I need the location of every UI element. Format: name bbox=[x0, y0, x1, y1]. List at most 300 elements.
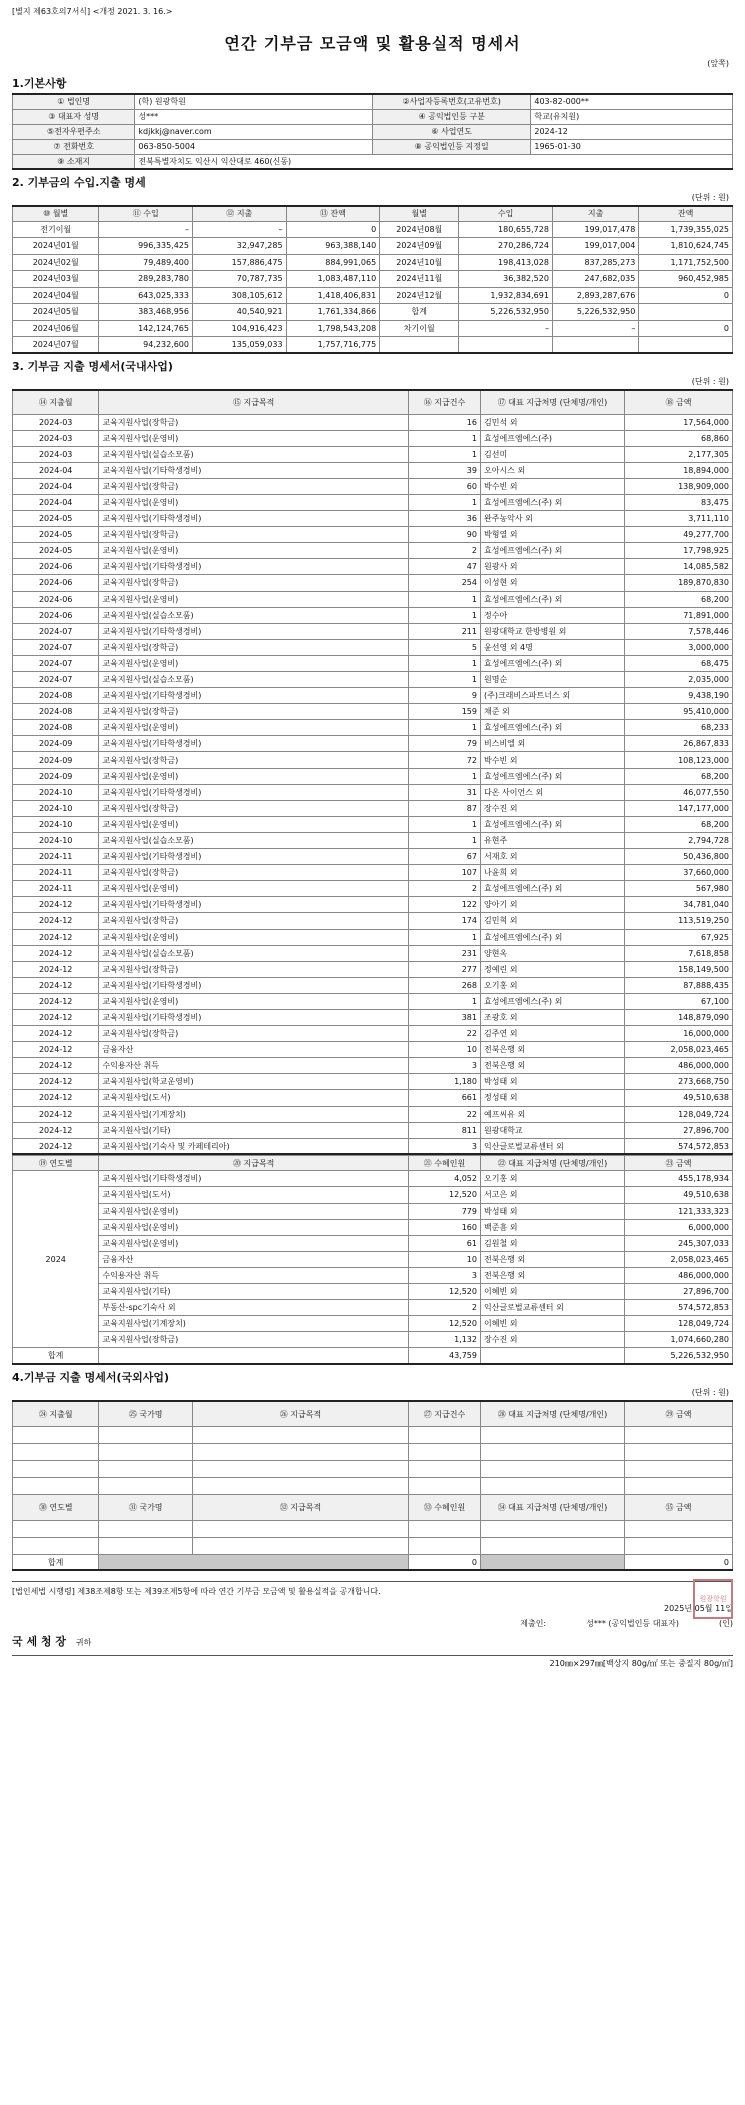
income-header: ⑬ 잔액 bbox=[286, 206, 380, 221]
domestic-month: 2024-12 bbox=[13, 1122, 99, 1138]
domestic-purpose: 교육지원사업(운영비) bbox=[99, 768, 409, 784]
domestic-month: 2024-12 bbox=[13, 929, 99, 945]
summary-payee: 익산글로벌교류센터 외 bbox=[480, 1300, 624, 1316]
summary-header: ㉒ 대표 지급처명 (단체명/개인) bbox=[480, 1156, 624, 1171]
income-month: 2024년11월 bbox=[380, 271, 459, 288]
domestic-payee: 정성태 외 bbox=[480, 1090, 624, 1106]
domestic-count: 47 bbox=[408, 559, 480, 575]
paper-spec: 210㎜×297㎜[백상지 80g/㎡ 또는 중질지 80g/㎡] bbox=[12, 1655, 733, 1669]
domestic-month: 2024-07 bbox=[13, 639, 99, 655]
domestic-payee: 나윤희 외 bbox=[480, 865, 624, 881]
foreign-header: ㉝ 수혜인원 bbox=[408, 1495, 480, 1521]
domestic-month: 2024-08 bbox=[13, 720, 99, 736]
domestic-amount: 273,668,750 bbox=[624, 1074, 732, 1090]
summary-purpose: 부동산-spc기숙사 외 bbox=[99, 1300, 409, 1316]
domestic-row bbox=[13, 688, 733, 704]
signature-mark: (인) bbox=[719, 1618, 733, 1628]
income-month: 2024년09월 bbox=[380, 238, 459, 255]
foreign-empty-cell bbox=[624, 1427, 732, 1444]
domestic-payee: 김선미 bbox=[480, 446, 624, 462]
basic-value: 성*** bbox=[135, 109, 373, 124]
income-value: 1,083,487,110 bbox=[286, 271, 380, 288]
foreign-empty-cell bbox=[624, 1444, 732, 1461]
domestic-header: ⑱ 금액 bbox=[624, 390, 732, 414]
income-value: 94,232,600 bbox=[99, 337, 193, 354]
domestic-amount: 17,798,925 bbox=[624, 543, 732, 559]
income-value: 643,025,333 bbox=[99, 287, 193, 304]
income-row bbox=[13, 254, 733, 271]
income-value: 180,655,728 bbox=[459, 221, 553, 238]
foreign-empty-cell bbox=[408, 1538, 480, 1555]
domestic-month: 2024-05 bbox=[13, 511, 99, 527]
foreign-header: ㉖ 지급목적 bbox=[192, 1401, 408, 1427]
domestic-amount: 27,896,700 bbox=[624, 1122, 732, 1138]
domestic-amount: 68,200 bbox=[624, 816, 732, 832]
domestic-purpose: 교육지원사업(장학금) bbox=[99, 575, 409, 591]
foreign-empty-cell bbox=[480, 1444, 624, 1461]
income-value: 199,017,478 bbox=[552, 221, 638, 238]
domestic-count: 72 bbox=[408, 752, 480, 768]
domestic-month: 2024-06 bbox=[13, 559, 99, 575]
domestic-purpose: 교육지원사업(운영비) bbox=[99, 430, 409, 446]
domestic-amount: 68,200 bbox=[624, 768, 732, 784]
domestic-month: 2024-11 bbox=[13, 849, 99, 865]
foreign-empty-cell bbox=[192, 1427, 408, 1444]
income-row bbox=[13, 304, 733, 321]
domestic-purpose: 교육지원사업(운영비) bbox=[99, 591, 409, 607]
domestic-row bbox=[13, 414, 733, 430]
summary-amount: 27,896,700 bbox=[624, 1283, 732, 1299]
domestic-count: 5 bbox=[408, 639, 480, 655]
domestic-row bbox=[13, 913, 733, 929]
domestic-month: 2024-05 bbox=[13, 543, 99, 559]
domestic-count: 254 bbox=[408, 575, 480, 591]
income-month: 2024년10월 bbox=[380, 254, 459, 271]
domestic-payee: 양현옥 bbox=[480, 945, 624, 961]
domestic-month: 2024-09 bbox=[13, 768, 99, 784]
domestic-count: 1 bbox=[408, 494, 480, 510]
domestic-amount: 574,572,853 bbox=[624, 1138, 732, 1154]
domestic-purpose: 교육지원사업(기타) bbox=[99, 1122, 409, 1138]
domestic-amount: 158,149,500 bbox=[624, 961, 732, 977]
domestic-count: 87 bbox=[408, 800, 480, 816]
footer bbox=[12, 1581, 733, 1669]
domestic-purpose: 교육지원사업(운영비) bbox=[99, 881, 409, 897]
domestic-payee: 정수아 bbox=[480, 607, 624, 623]
summary-payee: 서고은 외 bbox=[480, 1187, 624, 1203]
domestic-month: 2024-10 bbox=[13, 800, 99, 816]
domestic-payee: 박수빈 외 bbox=[480, 752, 624, 768]
domestic-month: 2024-09 bbox=[13, 752, 99, 768]
foreign-empty-row bbox=[13, 1444, 733, 1461]
domestic-month: 2024-12 bbox=[13, 1042, 99, 1058]
income-table bbox=[12, 205, 733, 354]
summary-count: 1,132 bbox=[408, 1332, 480, 1348]
domestic-unit: (단위 : 원) bbox=[691, 377, 729, 386]
domestic-row bbox=[13, 1122, 733, 1138]
foreign-total-blank bbox=[99, 1555, 409, 1570]
domestic-payee: 효성에프엠에스(주) 외 bbox=[480, 655, 624, 671]
domestic-month: 2024-03 bbox=[13, 414, 99, 430]
domestic-month: 2024-04 bbox=[13, 478, 99, 494]
domestic-count: 22 bbox=[408, 1106, 480, 1122]
domestic-purpose: 교육지원사업(기타학생경비) bbox=[99, 849, 409, 865]
domestic-row bbox=[13, 977, 733, 993]
domestic-count: 3 bbox=[408, 1138, 480, 1154]
domestic-payee: 서재호 외 bbox=[480, 849, 624, 865]
summary-payee: 전북은행 외 bbox=[480, 1267, 624, 1283]
domestic-payee: 비스비엘 외 bbox=[480, 736, 624, 752]
summary-amount: 245,307,033 bbox=[624, 1235, 732, 1251]
domestic-amount: 46,077,550 bbox=[624, 784, 732, 800]
domestic-row bbox=[13, 832, 733, 848]
domestic-purpose: 교육지원사업(실습소모품) bbox=[99, 672, 409, 688]
income-value: 157,886,475 bbox=[192, 254, 286, 271]
domestic-month: 2024-12 bbox=[13, 1074, 99, 1090]
summary-row bbox=[13, 1332, 733, 1348]
address-row bbox=[13, 154, 733, 169]
domestic-count: 107 bbox=[408, 865, 480, 881]
domestic-payee: 박수빈 외 bbox=[480, 478, 624, 494]
foreign-empty-cell bbox=[408, 1461, 480, 1478]
summary-payee: 장수진 외 bbox=[480, 1332, 624, 1348]
domestic-payee: 효성에프엠에스(주) 외 bbox=[480, 929, 624, 945]
domestic-count: 1 bbox=[408, 655, 480, 671]
domestic-row bbox=[13, 720, 733, 736]
domestic-row bbox=[13, 639, 733, 655]
income-month: 2024년05월 bbox=[13, 304, 99, 321]
foreign-empty-cell bbox=[192, 1444, 408, 1461]
domestic-payee: 조광호 외 bbox=[480, 1009, 624, 1025]
domestic-payee: 오기홍 외 bbox=[480, 977, 624, 993]
summary-purpose: 교육지원사업(장학금) bbox=[99, 1332, 409, 1348]
domestic-month: 2024-06 bbox=[13, 607, 99, 623]
domestic-row bbox=[13, 575, 733, 591]
foreign-header: ㉙ 금액 bbox=[624, 1401, 732, 1427]
income-value: 1,810,624,745 bbox=[639, 238, 733, 255]
basic-label: ① 법인명 bbox=[13, 94, 135, 109]
foreign-empty-cell bbox=[480, 1478, 624, 1495]
domestic-count: 231 bbox=[408, 945, 480, 961]
domestic-amount: 3,000,000 bbox=[624, 639, 732, 655]
domestic-amount: 189,870,830 bbox=[624, 575, 732, 591]
domestic-row bbox=[13, 1042, 733, 1058]
summary-amount: 121,333,323 bbox=[624, 1203, 732, 1219]
domestic-total-row bbox=[13, 1348, 733, 1364]
domestic-count: 79 bbox=[408, 736, 480, 752]
summary-row bbox=[13, 1283, 733, 1299]
summary-purpose: 교육지원사업(운영비) bbox=[99, 1235, 409, 1251]
domestic-month: 2024-12 bbox=[13, 1138, 99, 1154]
domestic-month: 2024-07 bbox=[13, 655, 99, 671]
summary-purpose: 교육지원사업(운영비) bbox=[99, 1219, 409, 1235]
domestic-month: 2024-12 bbox=[13, 961, 99, 977]
page-side-label: (앞쪽) bbox=[707, 59, 729, 68]
foreign-header: ㉗ 지급건수 bbox=[408, 1401, 480, 1427]
domestic-count: 211 bbox=[408, 623, 480, 639]
foreign-unit: (단위 : 원) bbox=[691, 1387, 729, 1397]
domestic-count: 1 bbox=[408, 672, 480, 688]
section-foreign-heading: 4.기부금 지출 명세서(국외사업) bbox=[12, 1370, 170, 1384]
foreign-empty-cell bbox=[13, 1461, 99, 1478]
domestic-amount: 113,519,250 bbox=[624, 913, 732, 929]
domestic-amount: 87,888,435 bbox=[624, 977, 732, 993]
summary-amount: 1,074,660,280 bbox=[624, 1332, 732, 1348]
domestic-purpose: 교육지원사업(학교운영비) bbox=[99, 1074, 409, 1090]
domestic-purpose: 교육지원사업(기타학생경비) bbox=[99, 462, 409, 478]
domestic-payee: 박형열 외 bbox=[480, 527, 624, 543]
basic-label: ⑦ 전화번호 bbox=[13, 139, 135, 154]
foreign-empty-cell bbox=[13, 1521, 99, 1538]
domestic-row bbox=[13, 1074, 733, 1090]
domestic-amount: 68,475 bbox=[624, 655, 732, 671]
domestic-amount: 486,000,000 bbox=[624, 1058, 732, 1074]
income-empty bbox=[552, 337, 638, 354]
domestic-payee: 익산글로벌교류센터 외 bbox=[480, 1138, 624, 1154]
summary-row bbox=[13, 1316, 733, 1332]
income-value: 837,285,273 bbox=[552, 254, 638, 271]
domestic-payee: 정예린 외 bbox=[480, 961, 624, 977]
foreign-header: ㉕ 국가명 bbox=[99, 1401, 193, 1427]
foreign-empty-cell bbox=[192, 1538, 408, 1555]
income-value: 884,991,065 bbox=[286, 254, 380, 271]
domestic-month: 2024-04 bbox=[13, 462, 99, 478]
basic-label: ③ 대표자 성명 bbox=[13, 109, 135, 124]
domestic-count: 277 bbox=[408, 961, 480, 977]
domestic-payee: 오아시스 외 bbox=[480, 462, 624, 478]
basic-label: ⑥ 사업연도 bbox=[372, 124, 530, 139]
foreign-empty-cell bbox=[408, 1521, 480, 1538]
domestic-payee: 원명순 bbox=[480, 672, 624, 688]
domestic-count: 2 bbox=[408, 881, 480, 897]
income-month: 2024년01월 bbox=[13, 238, 99, 255]
income-value: – bbox=[459, 320, 553, 337]
foreign-empty-cell bbox=[99, 1444, 193, 1461]
domestic-count: 811 bbox=[408, 1122, 480, 1138]
domestic-month: 2024-12 bbox=[13, 945, 99, 961]
foreign-header: ㉘ 대표 지급처명 (단체명/개인) bbox=[480, 1401, 624, 1427]
domestic-purpose: 교육지원사업(운영비) bbox=[99, 543, 409, 559]
income-value: 289,283,780 bbox=[99, 271, 193, 288]
domestic-payee: 효성에프엠에스(주) 외 bbox=[480, 881, 624, 897]
income-row bbox=[13, 287, 733, 304]
foreign-empty-row bbox=[13, 1521, 733, 1538]
summary-count: 12,520 bbox=[408, 1187, 480, 1203]
income-value: 79,489,400 bbox=[99, 254, 193, 271]
income-value: – bbox=[552, 320, 638, 337]
foreign-header: ㉛ 국가명 bbox=[99, 1495, 193, 1521]
income-value: 40,540,921 bbox=[192, 304, 286, 321]
income-value: 142,124,765 bbox=[99, 320, 193, 337]
domestic-count: 90 bbox=[408, 527, 480, 543]
domestic-purpose: 교육지원사업(기타학생경비) bbox=[99, 559, 409, 575]
official-seal-stamp: 원광학원 bbox=[693, 1579, 733, 1619]
basic-value: 학교(유치원) bbox=[531, 109, 733, 124]
domestic-payee: 김민혁 외 bbox=[480, 913, 624, 929]
domestic-purpose: 교육지원사업(장학금) bbox=[99, 800, 409, 816]
domestic-amount: 18,894,000 bbox=[624, 462, 732, 478]
foreign-empty-cell bbox=[13, 1427, 99, 1444]
domestic-purpose: 교육지원사업(기타학생경비) bbox=[99, 623, 409, 639]
domestic-month: 2024-12 bbox=[13, 1009, 99, 1025]
income-value: – bbox=[192, 221, 286, 238]
domestic-row bbox=[13, 865, 733, 881]
summary-row bbox=[13, 1251, 733, 1267]
domestic-purpose: 교육지원사업(장학금) bbox=[99, 752, 409, 768]
domestic-payee: (주)크래비스파트너스 외 bbox=[480, 688, 624, 704]
domestic-amount: 67,925 bbox=[624, 929, 732, 945]
income-unit: (단위 : 원) bbox=[691, 193, 729, 202]
domestic-amount: 34,781,040 bbox=[624, 897, 732, 913]
foreign-empty-cell bbox=[624, 1538, 732, 1555]
domestic-header: ⑮ 지급목적 bbox=[99, 390, 409, 414]
domestic-row bbox=[13, 1106, 733, 1122]
summary-payee: 오기홍 외 bbox=[480, 1171, 624, 1187]
domestic-row bbox=[13, 494, 733, 510]
domestic-total-amount: 5,226,532,950 bbox=[624, 1348, 732, 1364]
domestic-amount: 50,436,800 bbox=[624, 849, 732, 865]
domestic-row bbox=[13, 430, 733, 446]
foreign-total-amount: 0 bbox=[624, 1555, 732, 1570]
basic-value: 403-82-000** bbox=[531, 94, 733, 109]
income-row bbox=[13, 320, 733, 337]
summary-amount: 2,058,023,465 bbox=[624, 1251, 732, 1267]
income-header: ⑫ 지출 bbox=[192, 206, 286, 221]
domestic-payee: 박성태 외 bbox=[480, 1074, 624, 1090]
domestic-payee: 장수진 외 bbox=[480, 800, 624, 816]
domestic-purpose: 금융자산 bbox=[99, 1042, 409, 1058]
domestic-amount: 68,233 bbox=[624, 720, 732, 736]
domestic-purpose: 교육지원사업(장학금) bbox=[99, 1026, 409, 1042]
foreign-total-label: 합계 bbox=[13, 1555, 99, 1570]
summary-row bbox=[13, 1235, 733, 1251]
income-value: 198,413,028 bbox=[459, 254, 553, 271]
summary-header: ㉑ 수혜인원 bbox=[408, 1156, 480, 1171]
domestic-payee: 양아기 외 bbox=[480, 897, 624, 913]
foreign-header: ㉟ 금액 bbox=[624, 1495, 732, 1521]
domestic-count: 60 bbox=[408, 478, 480, 494]
income-header: 지출 bbox=[552, 206, 638, 221]
summary-year: 2024 bbox=[13, 1171, 99, 1348]
domestic-table bbox=[12, 389, 733, 1155]
domestic-month: 2024-12 bbox=[13, 1026, 99, 1042]
domestic-row bbox=[13, 1009, 733, 1025]
domestic-count: 39 bbox=[408, 462, 480, 478]
income-month: 2024년04월 bbox=[13, 287, 99, 304]
domestic-row bbox=[13, 1058, 733, 1074]
income-value: 5,226,532,950 bbox=[459, 304, 553, 321]
domestic-count: 31 bbox=[408, 784, 480, 800]
domestic-count: 122 bbox=[408, 897, 480, 913]
domestic-count: 2 bbox=[408, 543, 480, 559]
income-value: 247,682,035 bbox=[552, 271, 638, 288]
income-value: 70,787,735 bbox=[192, 271, 286, 288]
domestic-header: ⑰ 대표 지급처명 (단체명/개인) bbox=[480, 390, 624, 414]
income-month: 차기이월 bbox=[380, 320, 459, 337]
domestic-purpose: 교육지원사업(운영비) bbox=[99, 494, 409, 510]
domestic-purpose: 교육지원사업(기타학생경비) bbox=[99, 1009, 409, 1025]
domestic-amount: 2,058,023,465 bbox=[624, 1042, 732, 1058]
domestic-count: 67 bbox=[408, 849, 480, 865]
domestic-count: 16 bbox=[408, 414, 480, 430]
domestic-amount: 16,000,000 bbox=[624, 1026, 732, 1042]
income-empty bbox=[380, 337, 459, 354]
domestic-row bbox=[13, 1026, 733, 1042]
recipient-suffix: 귀하 bbox=[75, 1637, 92, 1647]
income-value: 0 bbox=[286, 221, 380, 238]
domestic-count: 1 bbox=[408, 929, 480, 945]
income-value: 308,105,612 bbox=[192, 287, 286, 304]
domestic-month: 2024-08 bbox=[13, 704, 99, 720]
domestic-count: 1,180 bbox=[408, 1074, 480, 1090]
domestic-count: 1 bbox=[408, 430, 480, 446]
address-label: ⑨ 소재지 bbox=[13, 154, 135, 169]
foreign-empty-cell bbox=[99, 1521, 193, 1538]
income-header: 월별 bbox=[380, 206, 459, 221]
domestic-row bbox=[13, 816, 733, 832]
address-value: 전북특별자치도 익산시 익산대로 460(신동) bbox=[135, 154, 733, 169]
summary-amount: 574,572,853 bbox=[624, 1300, 732, 1316]
domestic-payee: 이성현 외 bbox=[480, 575, 624, 591]
domestic-month: 2024-12 bbox=[13, 1090, 99, 1106]
income-month: 2024년08월 bbox=[380, 221, 459, 238]
summary-header: ⑳ 지급목적 bbox=[99, 1156, 409, 1171]
domestic-row bbox=[13, 655, 733, 671]
summary-payee: 김원철 외 bbox=[480, 1235, 624, 1251]
domestic-payee: 효성에프엠에스(주) 외 bbox=[480, 591, 624, 607]
basic-row bbox=[13, 124, 733, 139]
domestic-row bbox=[13, 1090, 733, 1106]
foreign-empty-cell bbox=[624, 1521, 732, 1538]
section-basic-heading: 1.기본사항 bbox=[12, 77, 67, 90]
domestic-row bbox=[13, 607, 733, 623]
income-header: 수입 bbox=[459, 206, 553, 221]
foreign-empty-cell bbox=[13, 1538, 99, 1555]
domestic-amount: 148,879,090 bbox=[624, 1009, 732, 1025]
summary-amount: 49,510,638 bbox=[624, 1187, 732, 1203]
domestic-month: 2024-06 bbox=[13, 575, 99, 591]
domestic-row bbox=[13, 945, 733, 961]
domestic-row bbox=[13, 672, 733, 688]
domestic-payee: 다온 사이언스 외 bbox=[480, 784, 624, 800]
summary-row bbox=[13, 1219, 733, 1235]
domestic-total-label: 합계 bbox=[13, 1348, 99, 1364]
domestic-payee: 전북은행 외 bbox=[480, 1058, 624, 1074]
submitter-label: 제출인: bbox=[520, 1618, 547, 1628]
domestic-header: ⑯ 지급건수 bbox=[408, 390, 480, 414]
domestic-month: 2024-12 bbox=[13, 1106, 99, 1122]
summary-payee: 이혜빈 외 bbox=[480, 1316, 624, 1332]
summary-purpose: 금융자산 bbox=[99, 1251, 409, 1267]
domestic-purpose: 교육지원사업(장학금) bbox=[99, 478, 409, 494]
domestic-purpose: 교육지원사업(도서) bbox=[99, 1090, 409, 1106]
domestic-purpose: 교육지원사업(장학금) bbox=[99, 961, 409, 977]
domestic-amount: 95,410,000 bbox=[624, 704, 732, 720]
domestic-row bbox=[13, 800, 733, 816]
domestic-payee: 김주연 외 bbox=[480, 1026, 624, 1042]
domestic-payee: 효성에프엠에스(주) 외 bbox=[480, 993, 624, 1009]
domestic-amount: 2,794,728 bbox=[624, 832, 732, 848]
domestic-row bbox=[13, 881, 733, 897]
domestic-payee: 윤선영 외 4명 bbox=[480, 639, 624, 655]
submit-date: 2025년 05월 11일 bbox=[664, 1603, 733, 1613]
domestic-row bbox=[13, 511, 733, 527]
basic-info-table bbox=[12, 93, 733, 170]
income-header: ⑪ 수입 bbox=[99, 206, 193, 221]
domestic-count: 174 bbox=[408, 913, 480, 929]
foreign-empty-cell bbox=[624, 1478, 732, 1495]
domestic-row bbox=[13, 1138, 733, 1154]
